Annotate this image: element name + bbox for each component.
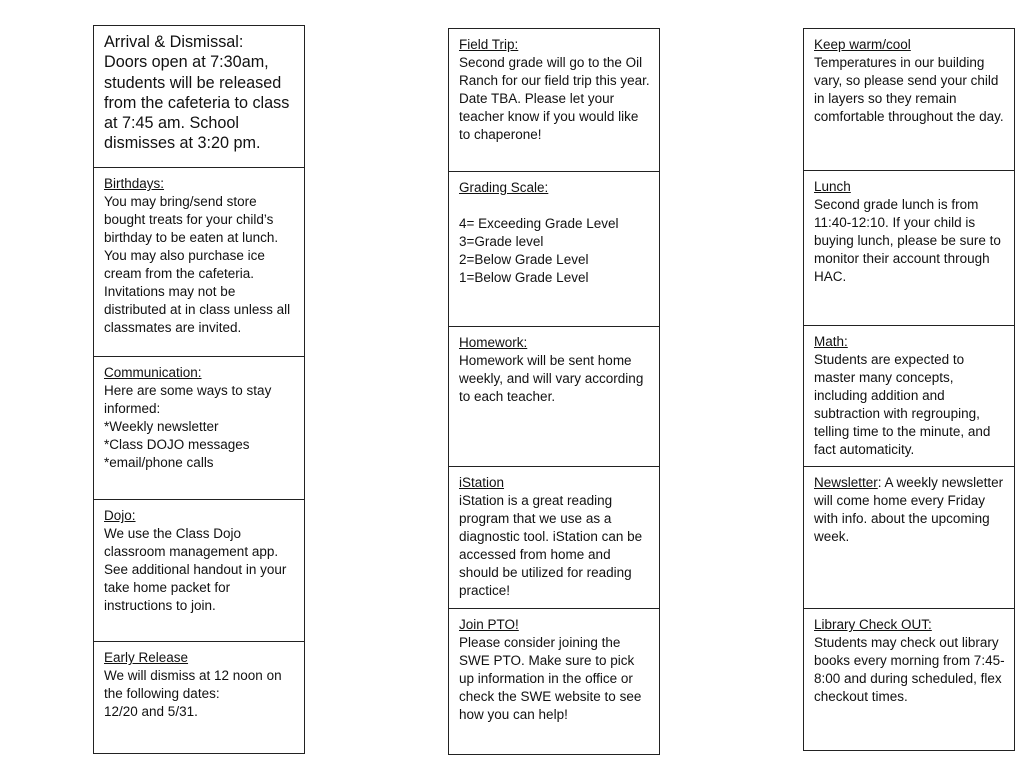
homework-box <box>448 326 660 467</box>
lunch-box <box>803 170 1015 326</box>
grading-scale-box <box>448 171 660 327</box>
grading-scale-title: Grading Scale: <box>459 180 549 195</box>
dojo-box <box>93 499 305 642</box>
communication-title: Communication: <box>104 365 202 380</box>
math-title: Math: <box>814 334 848 349</box>
field-trip-box <box>448 28 660 172</box>
early-release-box <box>93 641 305 754</box>
join-pto-body: Please consider joining the SWE PTO. Make sure to pick up information in the office or check the SWE website to see how you can help! <box>459 635 646 722</box>
math-box <box>803 325 1015 467</box>
dojo-title: Dojo: <box>104 508 136 523</box>
birthdays-title: Birthdays: <box>104 176 165 191</box>
early-release-body: We will dismiss at 12 noon on the following dates: 12/20 and 5/31. <box>104 668 282 719</box>
communication-body: Here are some ways to stay informed: *Weekly newsletter *Class DOJO messages *email/phone calls <box>104 383 272 470</box>
newsletter-box <box>803 466 1015 609</box>
lunch-title: Lunch <box>814 179 851 194</box>
communication-box <box>93 356 305 500</box>
istation-body: iStation is a great reading program that we use as a diagnostic tool. iStation can be accessed from home and should be utilized for reading practice! <box>459 493 646 598</box>
istation-title: iStation <box>459 475 505 490</box>
library-checkout-body: Students may check out library books every morning from 7:45-8:00 and during scheduled, flex checkout times. <box>814 635 1006 704</box>
keep-warm-cool-body: Temperatures in our building vary, so please send your child in layers so they remain comfortable throughout the day. <box>814 55 1004 124</box>
join-pto-title: Join PTO! <box>459 617 519 632</box>
istation-box <box>448 466 660 609</box>
field-trip-title: Field Trip: <box>459 37 519 52</box>
join-pto-box <box>448 608 660 755</box>
homework-title: Homework: <box>459 335 528 350</box>
field-trip-body: Second grade will go to the Oil Ranch for our field trip this year. Date TBA. Please let your teacher know if you would like to chaperone! <box>459 55 654 142</box>
newsletter-body: : A weekly newsletter will come home every Friday with info. about the upcoming week. <box>814 475 1007 544</box>
keep-warm-cool-box <box>803 28 1015 171</box>
birthdays-box <box>93 167 305 357</box>
newsletter-title: Newsletter <box>814 475 878 490</box>
newsletter-text <box>814 474 1006 546</box>
arrival-dismissal-body: Doors open at 7:30am, students will be released from the cafeteria to class at 7:45 am. School dismisses at 3:20 pm. <box>104 53 294 153</box>
arrival-dismissal-box <box>93 25 305 168</box>
grading-scale-body: 4= Exceeding Grade Level 3=Grade level 2=Below Grade Level 1=Below Grade Level <box>459 216 619 285</box>
birthdays-body: You may bring/send store bought treats for your child’s birthday to be eaten at lunch. You may also purchase ice cream from the cafeteria. Invitations may not be distributed at in class unless all classmates are invited. <box>104 194 294 335</box>
keep-warm-cool-title: Keep warm/cool <box>814 37 911 52</box>
library-checkout-box <box>803 608 1015 751</box>
lunch-body: Second grade lunch is from 11:40-12:10. If your child is buying lunch, please be sure to monitor their account through HAC. <box>814 197 1005 284</box>
early-release-title: Early Release <box>104 650 189 665</box>
homework-body: Homework will be sent home weekly, and will vary according to each teacher. <box>459 353 648 404</box>
dojo-body: We use the Class Dojo classroom management app. See additional handout in your take home packet for instructions to join. <box>104 526 291 613</box>
math-body: Students are expected to master many concepts, including addition and subtraction with regrouping, telling time to the minute, and fact automaticity. <box>814 352 995 457</box>
library-checkout-title: Library Check OUT: <box>814 617 932 632</box>
arrival-dismissal-title: Arrival & Dismissal: <box>104 33 244 51</box>
